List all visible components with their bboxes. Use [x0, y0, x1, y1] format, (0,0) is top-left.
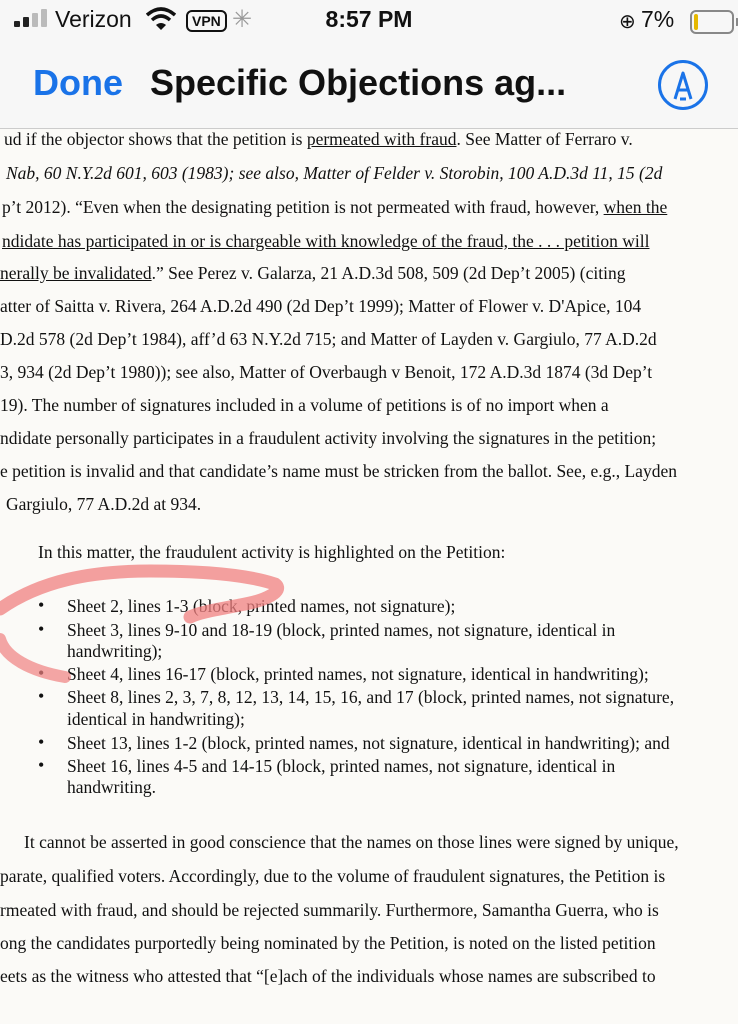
vpn-badge: VPN [186, 10, 227, 32]
battery-icon [690, 10, 734, 34]
text-line: 3, 934 (2d Dep’t 1980)); see also, Matter of Overbaugh v Benoit, 172 A.D.3d 1874 (3d Dep’t [0, 362, 653, 382]
text-line: eets as the witness who attested that “[e]ach of the individuals whose names are subscribed to [0, 966, 656, 986]
battery-percent: 7% [641, 6, 675, 32]
text-line: Gargiulo, 77 A.D.2d at 934. [6, 494, 202, 514]
text-line: D.2d 578 (2d Dep’t 1984), aff’d 63 N.Y.2d 715; and Matter of Layden v. Gargiulo, 77 A.D.2d [0, 329, 657, 349]
text-line: 19). The number of signatures included in a volume of petitions is of no import when a [0, 395, 609, 415]
markup-pen-button[interactable] [658, 60, 708, 110]
done-button[interactable]: Done [33, 62, 123, 103]
text-line: p’t 2012). “Even when the designating petition is not permeated with fraud, however, when the [2, 197, 668, 217]
text-line: Nab, 60 N.Y.2d 601, 603 (1983); see also, Matter of Felder v. Storobin, 100 A.D.3d 11, 15 (2d [6, 163, 663, 183]
text-line: ud if the objector shows that the petition is permeated with fraud. See Matter of Ferraro v. [4, 129, 633, 149]
carrier-name: Verizon [55, 6, 132, 32]
text-line: It cannot be asserted in good conscience that the names on those lines were signed by unique, [24, 832, 679, 852]
text-line: ndidate has participated in or is chargeable with knowledge of the fraud, the . . . petition will [2, 231, 650, 251]
text-line: parate, qualified voters. Accordingly, due to the volume of fraudulent signatures, the Petition is [0, 866, 666, 886]
text-line: atter of Saitta v. Rivera, 264 A.D.2d 490 (2d Dep’t 1999); Matter of Flower v. D'Apice, 104 [0, 296, 642, 316]
pdf-page[interactable]: ud if the objector shows that the petition is permeated with fraud. See Matter of Ferraro v. Nab, 60 N.Y.2d 601, 603 (1983); see also, Matter of Felder v. Storobin, 100 A.D.3d 11, 15 (2d p’t 2012). “Even when the designating petition is not permeated with fraud, however, when the ndidate has participated in or is chargeable with knowledge of the fraud, the . . . petition will nerally be invalidated.” See Perez v. Galarza, 21 A.D.3d 508, 509 (2d Dep’t 2005) (citing atter of Saitta v. Rivera, 264 A.D.2d 490 (2d Dep’t 1999); Matter of Flower v. D'Apice, 104 D.2d 578 (2d Dep’t 1984), aff’d 63 N.Y.2d 715; and Matter of Layden v. Gargiulo, 77 A.D.2d 3, 934 (2d Dep’t 1980)); see also, Matter of Overbaugh v Benoit, 172 A.D.3d 1874 (3d Dep’t 19). The number of signatures included in a volume of petitions is of no import when a ndidate personally participates in a fraudulent activity involving the signatures in the petition; e petition is invalid and that candidate’s name must be stricken from the ballot. See, e.g., Layden Gargiulo, 77 A.D.2d at 934. In this matter, the fraudulent activity is highlighted on the Petition: • Sheet 2, lines 1-3 (block, printed names, not signature); • Sheet 3, lines 9-10 and 18-19 (block, printed names, not signature, identical in handwriting); • Sheet 4, lines 16-17 (block, printed names, not signature, identical in handwriting); • Sheet 8, lines 2, 3, 7, 8, 12, 13, 14, 15, 16, and 17 (block, printed names, not signature, identical in handwriting); • Sheet 13, lines 1-2 (block, printed names, not signature, identical in handwriting); and • Sheet 16, lines 4-5 and 14-15 (block, printed names, not signature, identical in handwriting. It cannot be asserted in good conscience that the names on those lines were signed by unique, parate, qualified voters. Accordingly, due to the volume of fraudulent signatures, the Petition is rmeated with fraud, and should be rejected summarily. Furthermore, Samantha Guerra, who is ong the candidates purportedly being nominated by the Petition, is noted on the listed petition eets as the witness who attested that “[e]ach of the individuals whose names are subscribed to [0, 129, 738, 1024]
red-pen-annotation [0, 129, 738, 1024]
activity-spinner-icon: ✳ [232, 6, 253, 33]
text-line: ong the candidates purportedly being nominated by the Petition, is noted on the listed petition [0, 933, 656, 953]
status-bar [0, 0, 738, 44]
markup-pen-icon [661, 63, 705, 107]
text-line: e petition is invalid and that candidate’s name must be stricken from the ballot. See, e.g., Layden [0, 461, 677, 481]
text-line: ndidate personally participates in a fraudulent activity involving the signatures in the petition; [0, 428, 657, 448]
text-line: nerally be invalidated.” See Perez v. Galarza, 21 A.D.3d 508, 509 (2d Dep’t 2005) (citing [0, 263, 626, 283]
clock: 8:57 PM [325, 6, 413, 32]
text-line: rmeated with fraud, and should be rejected summarily. Furthermore, Samantha Guerra, who is [0, 900, 659, 920]
document-title: Specific Objections ag... [150, 62, 567, 103]
rotation-lock-icon: ⊕ [619, 11, 636, 33]
navigation-bar [0, 44, 738, 129]
list-intro: In this matter, the fraudulent activity is highlighted on the Petition: [38, 542, 506, 562]
